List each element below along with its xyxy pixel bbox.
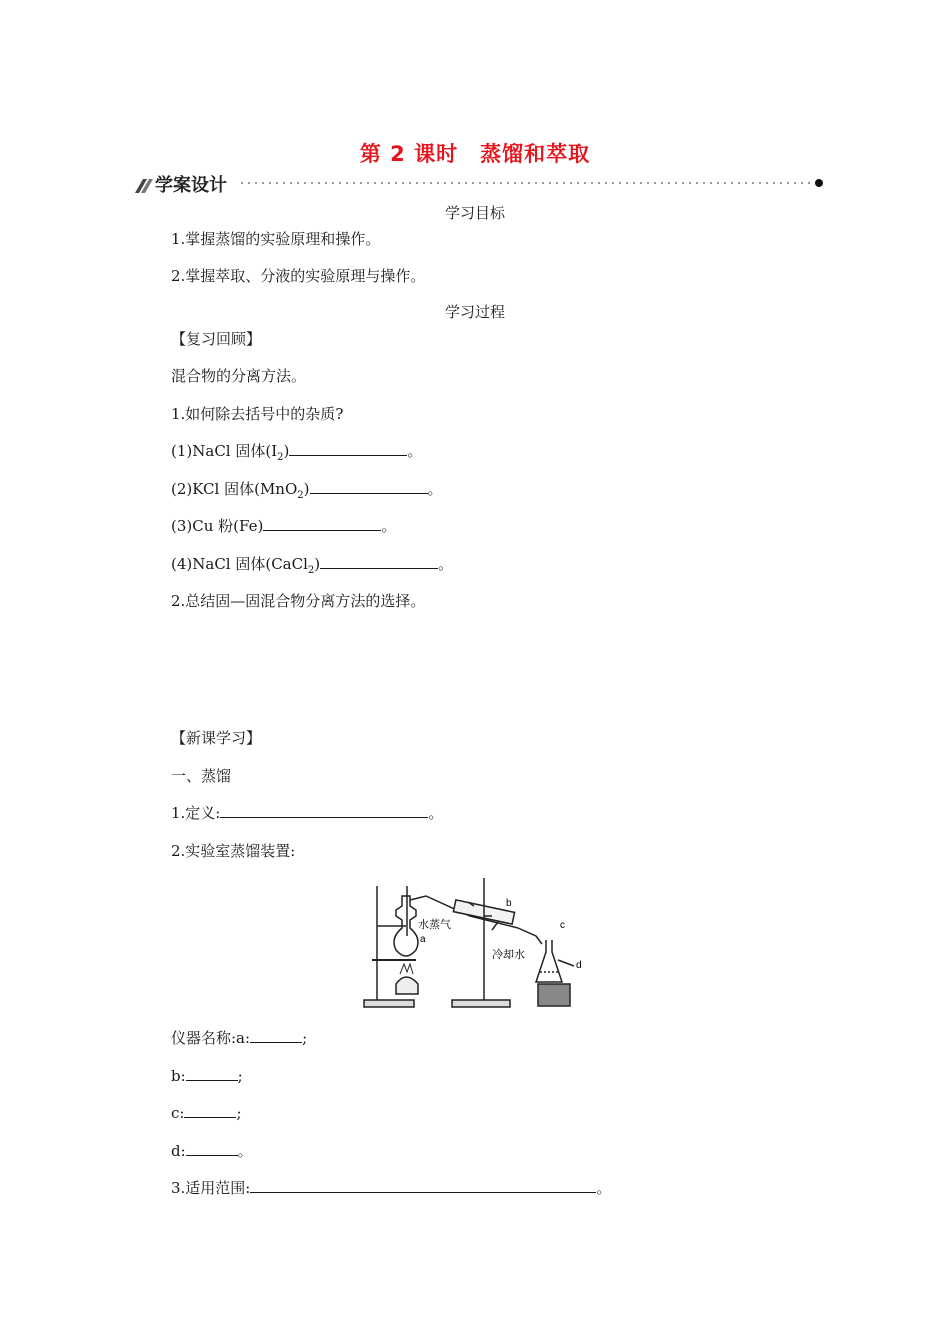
stand-base xyxy=(364,1000,414,1007)
answer-blank[interactable] xyxy=(220,803,428,818)
answer-blank[interactable] xyxy=(250,1028,302,1043)
question-2: 2.总结固—固混合物分离方法的选择。 xyxy=(171,592,426,610)
distillation-apparatus-figure xyxy=(360,876,580,1012)
scope-item: 3.适用范围: 。 xyxy=(171,1179,612,1197)
burner xyxy=(396,977,418,994)
dotted-rule xyxy=(241,176,826,190)
name-b: b: ; xyxy=(171,1067,243,1085)
answer-blank[interactable] xyxy=(289,441,407,456)
receiving-flask xyxy=(536,940,562,982)
question-item: (2)KCl 固体(MnO$_2$) 。 xyxy=(171,480,443,501)
page-title: 第 2 课时 蒸馏和萃取 xyxy=(359,142,591,166)
answer-blank[interactable] xyxy=(186,1141,238,1156)
new-lesson-heading: 【新课学习】 xyxy=(171,729,262,747)
name-d: d: 。 xyxy=(171,1142,253,1160)
name-c: c: ; xyxy=(171,1104,242,1122)
definition-item: 1.定义: 。 xyxy=(171,804,444,822)
banner-mark-icon xyxy=(133,175,157,195)
label-steam: 水蒸气 xyxy=(418,919,451,931)
question-1: 1.如何除去括号中的杂质? xyxy=(171,405,344,423)
question-item: (4)NaCl 固体(CaCl$_2$) 。 xyxy=(171,555,454,576)
answer-blank[interactable] xyxy=(310,479,428,494)
label-d: d xyxy=(576,960,582,971)
distillation-heading: 一、蒸馏 xyxy=(171,767,232,785)
question-item: (1)NaCl 固体$(I_2)$ 。 xyxy=(171,442,423,463)
label-cooling: 冷却水 xyxy=(492,949,525,961)
review-heading: 【复习回顾】 xyxy=(171,330,262,348)
label-b: b xyxy=(506,898,512,909)
objective-item: 2.掌握萃取、分液的实验原理与操作。 xyxy=(171,267,426,285)
question-item: (3)Cu 粉(Fe) 。 xyxy=(171,517,397,535)
name-a: 仪器名称:a: ; xyxy=(171,1029,308,1047)
support-block xyxy=(538,984,570,1006)
answer-blank[interactable] xyxy=(320,554,438,569)
section-banner xyxy=(133,171,823,197)
banner-label: 学案设计 xyxy=(155,175,227,196)
objective-item: 1.掌握蒸馏的实验原理和操作。 xyxy=(171,230,381,248)
answer-blank[interactable] xyxy=(250,1178,596,1193)
answer-blank[interactable] xyxy=(186,1066,238,1081)
answer-blank[interactable] xyxy=(184,1103,236,1118)
review-intro: 混合物的分离方法。 xyxy=(171,367,307,385)
process-heading: 学习过程 xyxy=(444,303,505,321)
answer-blank[interactable] xyxy=(263,516,381,531)
objectives-heading: 学习目标 xyxy=(444,204,505,222)
label-a: a xyxy=(420,934,426,945)
label-c: c xyxy=(560,920,565,931)
apparatus-item: 2.实验室蒸馏装置: xyxy=(171,842,296,860)
